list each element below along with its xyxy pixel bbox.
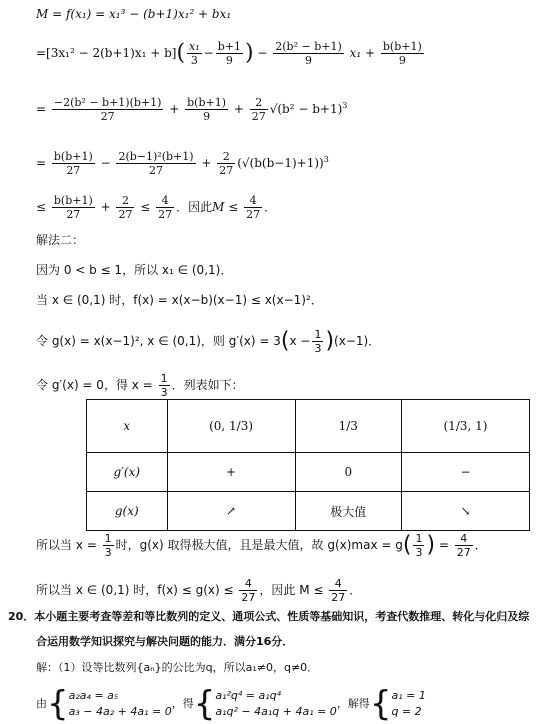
fraction: $\frac{b(b+1)}{27}$ bbox=[53, 194, 93, 221]
table-cell: g′(x) bbox=[87, 453, 168, 492]
fraction: $\frac{1}{3}$ bbox=[314, 328, 322, 355]
variation-table bbox=[86, 399, 530, 531]
expansion-line-3: = $\frac{\text{−2(b² − b+1)(b+1)}}{27}$ + $\frac{b(b+1)}{9}$ + $\frac{2}{27}$ $√(b^2 - b+1)^3$ bbox=[36, 96, 348, 123]
problem-20-heading-cont: 合运用数学知识探究与解决问题的能力．满分16分． bbox=[36, 635, 294, 648]
radical: (√(b(b−1)+1)) bbox=[237, 156, 324, 170]
fraction: $\frac{b(b+1)}{27}$ bbox=[53, 150, 93, 177]
fraction: $\frac{4}{27}$ bbox=[158, 194, 173, 221]
derivative-line: 令 g(x) = x(x−1)², x ∈ (0,1)，则 g′(x) = 3(x − $\frac{1}{3}$ )(x−1)． bbox=[36, 328, 381, 355]
table-row bbox=[87, 453, 530, 492]
solution-intro: 解：（1）设等比数列{aₙ}的公比为q，所以a₁≠0，q≠0． bbox=[36, 661, 319, 674]
table-cell: 极大值 bbox=[295, 492, 401, 531]
table-row bbox=[87, 400, 530, 453]
table-cell: x bbox=[87, 400, 168, 453]
fraction: $\frac{b(b+1)}{9}$ bbox=[382, 40, 422, 67]
inequality-line: ≤ $\frac{b(b+1)}{27}$ + $\frac{2}{27}$ ≤ $\frac{4}{27}$ ．因此M ≤ $\frac{4}{27}$ ． bbox=[36, 194, 277, 221]
max-value-line: 所以当 x = $\frac{1}{3}$ 时，g(x) 取得极大值，且是最大值，故 g(x)max = g( $\frac{1}{3}$ ) = $\frac{4}{27}$ ． bbox=[36, 532, 487, 559]
table-row bbox=[87, 492, 530, 531]
fraction: $\frac{4}{27}$ bbox=[456, 532, 471, 559]
fraction: $\frac{\text{−2(b² − b+1)(b+1)}}{27}$ bbox=[53, 96, 162, 123]
fraction: $\frac{\text{2(b² − b+1)}}{9}$ bbox=[275, 40, 342, 67]
fraction: $\frac{\text{2(b−1)²(b+1)}}{27}$ bbox=[118, 150, 194, 177]
critical-point-line: 令 g′(x) = 0，得 x = $\frac{1}{3}$ ．列表如下： bbox=[36, 372, 244, 399]
decreasing-arrow-icon: ↘ bbox=[401, 492, 529, 531]
increasing-arrow-icon: ↗ bbox=[167, 492, 295, 531]
table-cell: − bbox=[401, 453, 529, 492]
expansion-line-4: = $\frac{b(b+1)}{27}$ − $\frac{\text{2(b−1)²(b+1)}}{27}$ + $\frac{2}{27}$ $(√(b(b-1)+1))^3$ bbox=[36, 150, 329, 177]
premise-line: 因为 0 < b ≤ 1，所以 x₁ ∈ (0,1)． bbox=[36, 263, 233, 277]
fraction: $\frac{2}{27}$ bbox=[251, 96, 266, 123]
method-heading: 解法二： bbox=[36, 233, 85, 247]
table-cell: + bbox=[167, 453, 295, 492]
fraction: $\frac{4}{27}$ bbox=[241, 577, 256, 604]
fraction: $\frac{1}{3}$ bbox=[160, 372, 168, 399]
equation-system: a₂a₄ = a₅ a₃ − 4a₂ + 4a₁ = 0 bbox=[68, 689, 172, 718]
table-cell: (0, 1/3) bbox=[167, 400, 295, 453]
equation-system-line: 由{ a₂a₄ = a₅ a₃ − 4a₂ + 4a₁ = 0 ，得{ a₁²q⁴ = a₁q⁴ a₁q² − 4a₁q + 4a₁ = 0 ，解得{ a₁ = 1 q = 2 bbox=[36, 684, 426, 724]
table-cell: (1/3, 1) bbox=[401, 400, 529, 453]
table-cell: 0 bbox=[295, 453, 401, 492]
fraction: $\frac{2}{27}$ bbox=[219, 150, 234, 177]
expansion-term: =[3x₁² − 2(b+1)x₁ + b] bbox=[36, 46, 177, 60]
equation-system: a₁²q⁴ = a₁q⁴ a₁q² − 4a₁q + 4a₁ = 0 bbox=[215, 689, 337, 718]
expansion-line-2: =[3x₁² − 2(b+1)x₁ + b]( $\frac{\text{x₁}}{3}$ − $\frac{b+1}{9}$ ) − $\frac{\text{2(b² − b+1)}}{9}$ x₁ + $\frac{b(b+1)}{9}$ bbox=[36, 40, 422, 67]
bound-line: 当 x ∈ (0,1) 时，f(x) = x(x−b)(x−1) ≤ x(x−1)²． bbox=[36, 293, 323, 307]
fraction: $\frac{4}{27}$ bbox=[331, 577, 346, 604]
fraction: $\frac{1}{3}$ bbox=[415, 532, 423, 559]
fraction: $\frac{b(b+1)}{9}$ bbox=[187, 96, 227, 123]
conclusion-line: 所以当 x ∈ (0,1) 时，f(x) ≤ g(x) ≤ $\frac{4}{27}$ ，因此 M ≤ $\frac{4}{27}$ ． bbox=[36, 577, 362, 604]
solution-system: a₁ = 1 q = 2 bbox=[391, 689, 426, 718]
fraction: $\frac{\text{x₁}}{3}$ bbox=[189, 40, 200, 67]
fraction: $\frac{1}{3}$ bbox=[104, 532, 112, 559]
fraction: $\frac{4}{27}$ bbox=[246, 194, 261, 221]
fraction: $\frac{2}{27}$ bbox=[118, 194, 133, 221]
radical: √(b² − b+1) bbox=[269, 102, 343, 116]
problem-20-heading: 20．本小题主要考查等差和等比数列的定义、通项公式、性质等基础知识，考查代数推理、转化与化归及综 bbox=[8, 610, 530, 623]
table-cell: g(x) bbox=[87, 492, 168, 531]
m-definition-line: M = f(x₁) = x₁³ − (b+1)x₁² + bx₁ bbox=[36, 7, 232, 21]
table-cell: 1/3 bbox=[295, 400, 401, 453]
fraction: $\frac{b+1}{9}$ bbox=[217, 40, 241, 67]
